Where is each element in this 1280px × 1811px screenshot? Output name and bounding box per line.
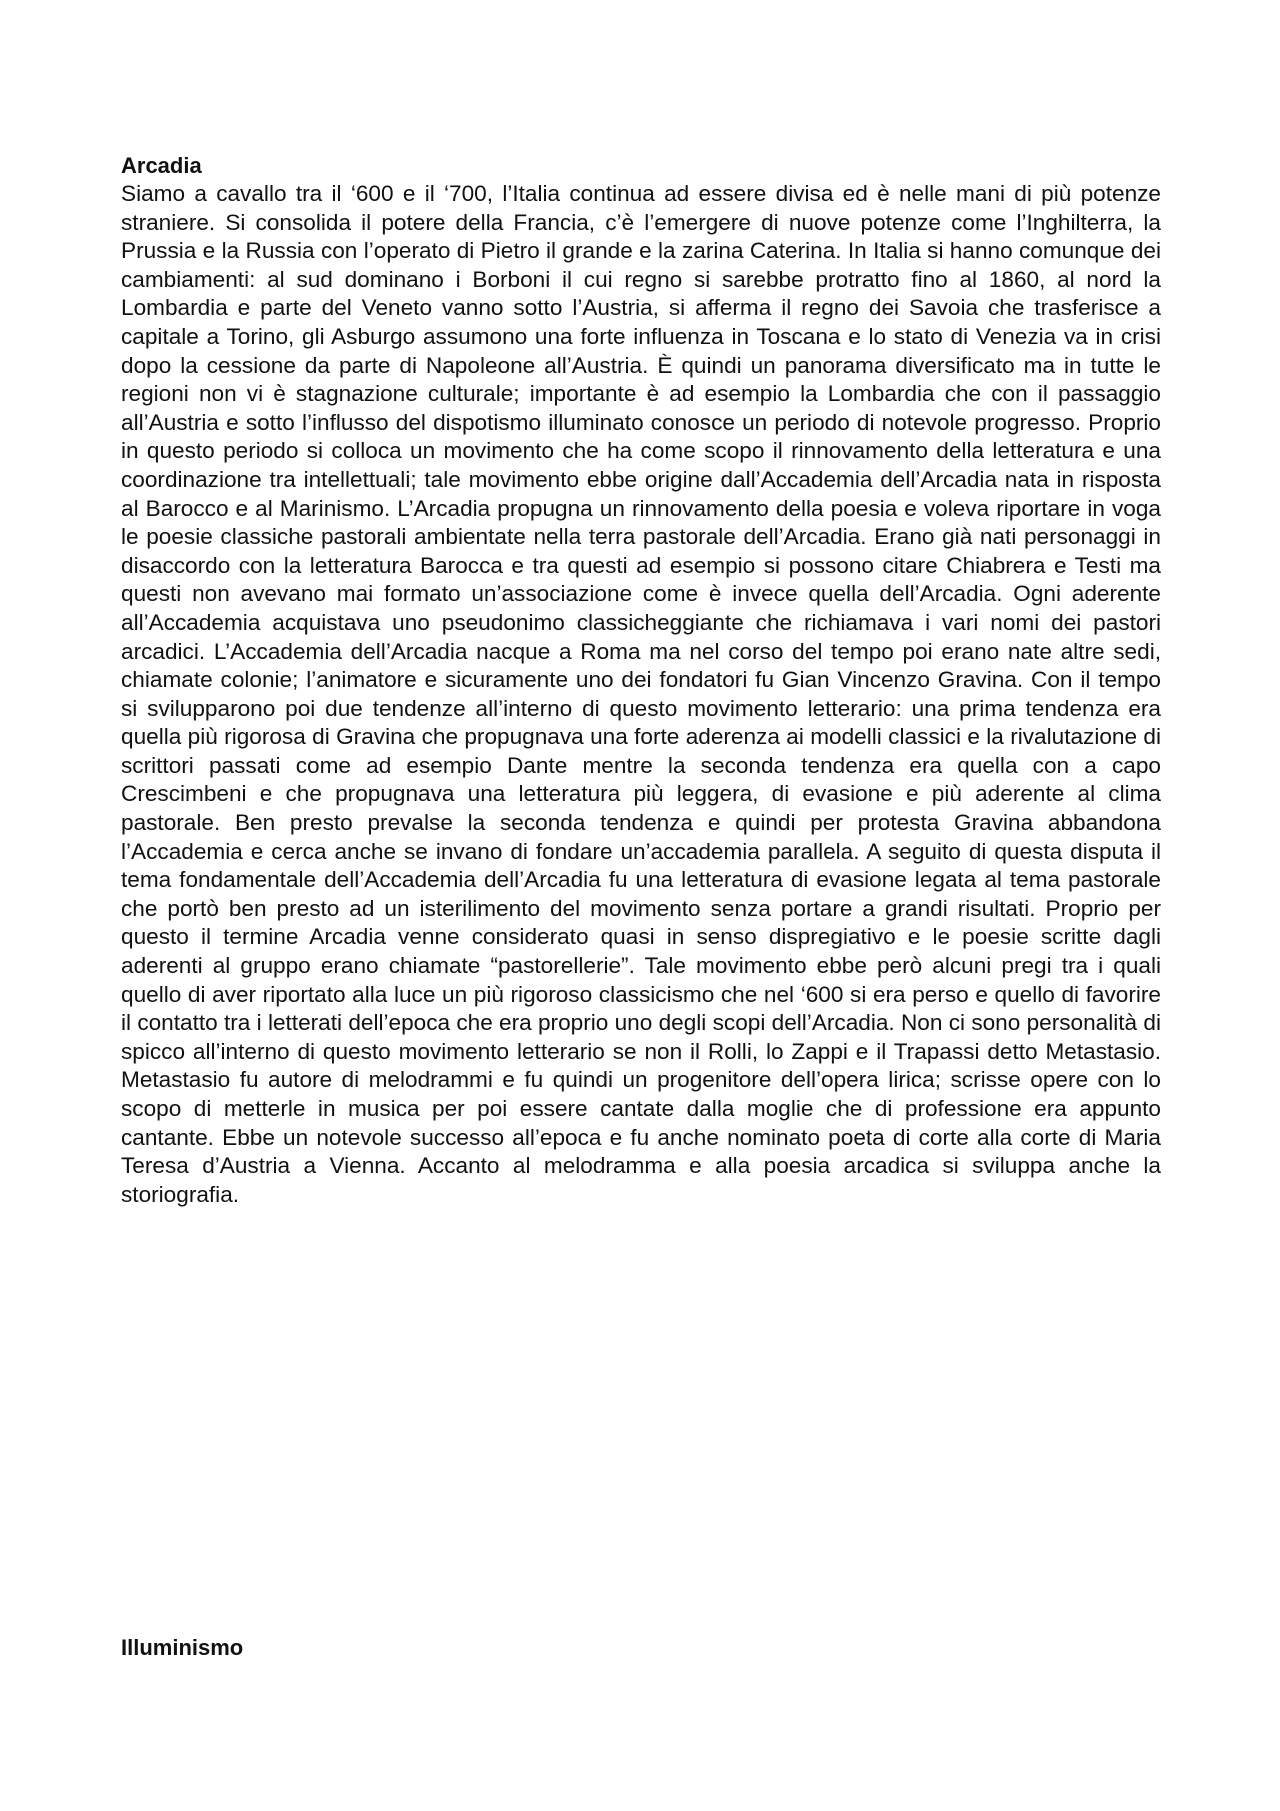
section-body-arcadia: Siamo a cavallo tra il ‘600 e il ‘700, l’Italia continua ad essere divisa ed è nelle mani di più potenze straniere. Si consolida il potere della Francia, c’è l’emergere di nuove potenze come l’Inghilterra, la Prussia e la Russia con l’operato di Pietro il grande e la zarina Caterina. In Italia si hanno comunque dei cambiamenti: al sud dominano i Borboni il cui regno si sarebbe protratto fino al 1860, al nord la Lombardia e parte del Veneto vanno sotto l’Austria, si afferma il regno dei Savoia che trasferisce a capitale a Torino, gli Asburgo assumono una forte influenza in Toscana e lo stato di Venezia va in crisi dopo la cessione da parte di Napoleone all’Austria. È quindi un panorama diversificato ma in tutte le regioni non vi è stagnazione culturale; importante è ad esempio la Lombardia che con il passaggio all’Austria e sotto l’influsso del dispotismo illuminato conosce un periodo di notevole progresso. Proprio in questo periodo si colloca un movimento che ha come scopo il rinnovamento della letteratura e una coordinazione tra intellettuali; tale movimento ebbe origine dall’Accademia dell’Arcadia nata in risposta al Barocco e al Marinismo. L’Arcadia propugna un rinnovamento della poesia e voleva riportare in voga le poesie classiche pastorali ambientate nella terra pastorale dell’Arcadia. Erano già nati personaggi in disaccordo con la letteratura Barocca e tra questi ad esempio si possono citare Chiabrera e Testi ma questi non avevano mai formato un’associazione come è invece quella dell’Arcadia. Ogni aderente all’Accademia acquistava uno pseudonimo classicheggiante che richiamava i vari nomi dei pastori arcadici. L’Accademia dell’Arcadia nacque a Roma ma nel corso del tempo poi erano nate altre sedi, chiamate colonie; l’animatore e sicuramente uno dei fondatori fu Gian Vincenzo Gravina. Con il tempo si svilupparono poi due tendenze all’interno di questo movimento letterario: una prima tendenza era quella più rigorosa di Gravina che propugnava una forte aderenza ai modelli classici e la rivalutazione di scrittori passati come ad esempio Dante mentre la seconda tendenza era quella con a capo Crescimbeni e che propugnava una letteratura più leggera, di evasione e più aderente al clima pastorale. Ben presto prevalse la seconda tendenza e quindi per protesta Gravina abbandona l’Accademia e cerca anche se invano di fondare un’accademia parallela. A seguito di questa disputa il tema fondamentale dell’Accademia dell’Arcadia fu una letteratura di evasione legata al tema pastorale che portò ben presto ad un isterilimento del movimento senza portare a grandi risultati. Proprio per questo il termine Arcadia venne considerato quasi in senso dispregiativo e le poesie scritte dagli aderenti al gruppo erano chiamate “pastorellerie”. Tale movimento ebbe però alcuni pregi tra i quali quello di aver riportato alla luce un più rigoroso classicismo che nel ‘600 si era perso e quello di favorire il contatto tra i letterati dell’epoca che era proprio uno degli scopi dell’Arcadia. Non ci sono personalità di spicco all’interno di questo movimento letterario se non il Rolli, lo Zappi e il Trapassi detto Metastasio. Metastasio fu autore di melodrammi e fu quindi un progenitore dell’opera lirica; scrisse opere con lo scopo di metterle in musica per poi essere cantate dalla moglie che di professione era appunto cantante. Ebbe un notevole successo all’epoca e fu anche nominato poeta di corte alla corte di Maria Teresa d’Austria a Vienna. Accanto al melodramma e alla poesia arcadica si sviluppa anche la storiografia.	[121, 181, 1161, 1207]
section-title-illuminismo: Illuminismo	[121, 1635, 244, 1660]
section-title-arcadia: Arcadia	[121, 153, 202, 178]
